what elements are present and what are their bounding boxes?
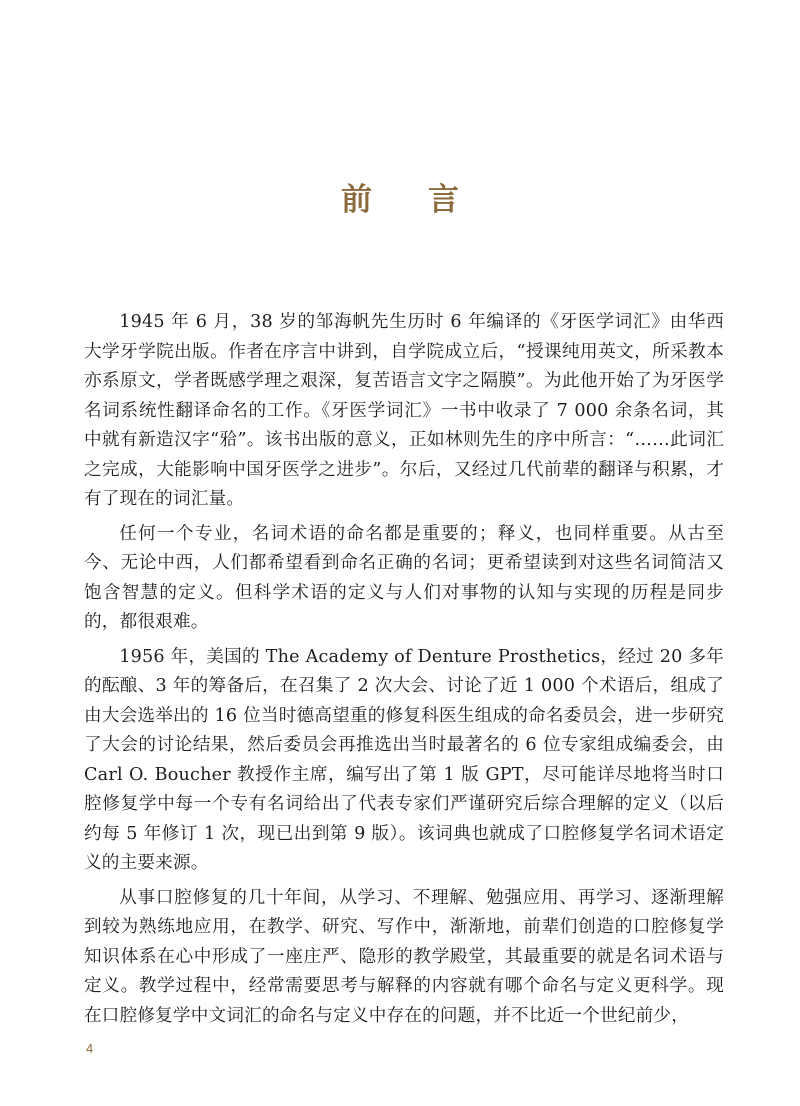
- paragraph-4: 从事口腔修复的几十年间，从学习、不理解、勉强应用、再学习、逐渐理解到较为熟练地应用，在教学、研究、写作中，渐渐地，前辈们创造的口腔修复学知识体系在心中形成了一座庄严、隐形的教学殿堂，其最重要的就是名词术语与定义。教学过程中，经常需要思考与解释的内容就有哪个命名与定义更科学。现在口腔修复学中文词汇的命名与定义中存在的问题，并不比近一个世纪前少，: [84, 887, 724, 1026]
- paragraph-1: 1945 年 6 月，38 岁的邹海帆先生历时 6 年编译的《牙医学词汇》由华西大学牙学院出版。作者在序言中讲到，自学院成立后，“授课纯用英文，所采教本亦系原文，学者既感学理之艰深，复苦语言文字之隔膜”。为此他开始了为牙医学名词系统性翻译命名的工作。《牙医学词汇》一书中收录了 7 000 余条名词，其中就有新造汉字“𬌗”。该书出版的意义，正如林则先生的序中所言：“……此词汇之完成，大能影响中国牙医学之进步”。尔后，又经过几代前辈的翻译与积累，才有了现在的词汇量。: [84, 312, 724, 509]
- page-title: [0, 178, 800, 222]
- title-char-1: 前: [341, 182, 372, 218]
- title-char-2: 言: [428, 182, 459, 218]
- page-number: 4: [86, 1041, 94, 1056]
- preface-body: [84, 308, 724, 1031]
- paragraph-2: 任何一个专业，名词术语的命名都是重要的；释义，也同样重要。从古至今、无论中西，人们都希望看到命名正确的名词；更希望读到对这些名词简洁又饱含智慧的定义。但科学术语的定义与人们对事物的认知与实现的历程是同步的，都很艰难。: [84, 523, 724, 632]
- paragraph-3: 1956 年，美国的 The Academy of Denture Prosthetics，经过 20 多年的酝酿、3 年的筹备后，在召集了 2 次大会、讨论了近 1 000 个术语后，组成了由大会选举出的 16 位当时德高望重的修复科医生组成的命名委员会，进一步研究了大会的讨论结果，然后委员会再推选出当时最著名的 6 位专家组成编委会，由 Carl O. Boucher 教授作主席，编写出了第 1 版 GPT，尽可能详尽地将当时口腔修复学中每一个专有名词给出了代表专家们严谨研究后综合理解的定义（以后约每 5 年修订 1 次，现已出到第 9 版）。该词典也就成了口腔修复学名词术语定义的主要来源。: [84, 646, 724, 873]
